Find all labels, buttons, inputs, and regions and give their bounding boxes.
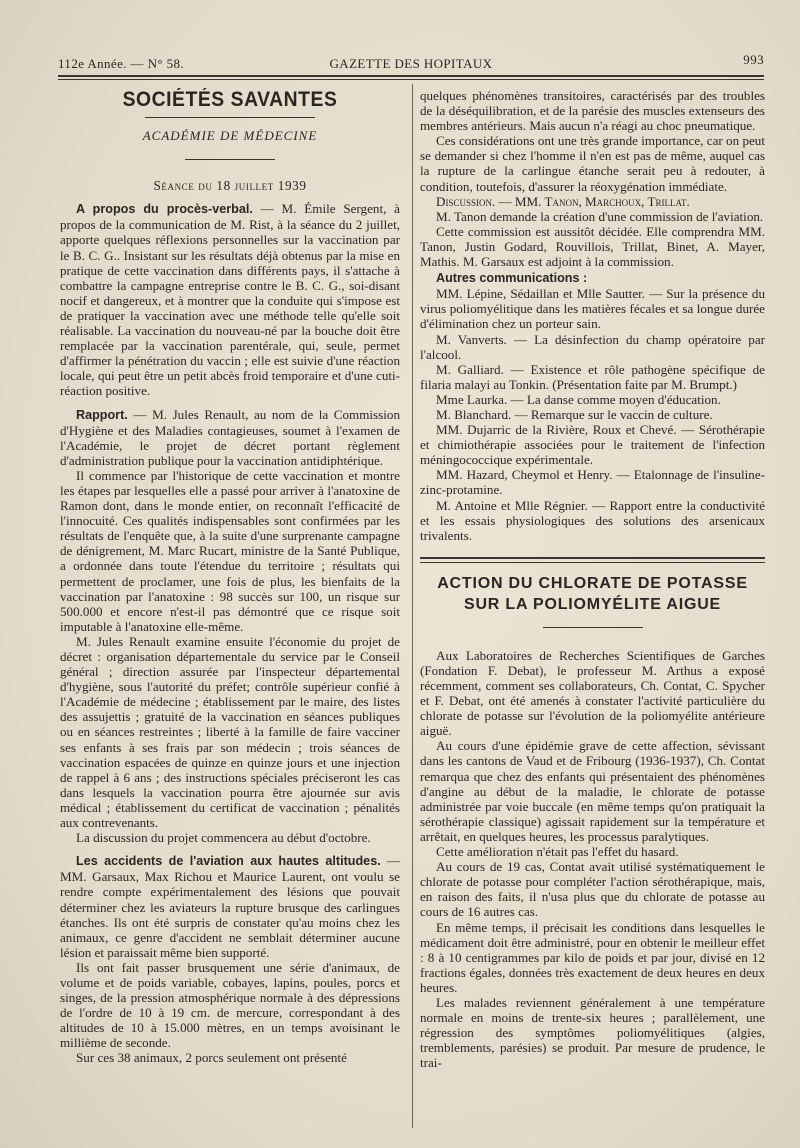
article-paragraph: En même temps, il précisait les conditions dans lesquelles le médicament doit être administré, pour en obtenir le meilleur effet : 8 à 10 centigrammes par kilo de poids et par jour, divisé en 12 fractions égales, données très exactement de deux heures en deux heures. (420, 919, 765, 995)
paragraph-commission: Cette commission est aussitôt décidée. Elle comprendra MM. Tanon, Justin Godard, Rouvillois, Trillat, Binet, A. Mayer, Mathis. M. Garsaux est adjoint à la commission. (420, 223, 765, 270)
column-divider (412, 84, 413, 1128)
communication-item: M. Galliard. — Existence et rôle pathogène spécifique de filaria malayi au Tonkin. (Présentation faite par M. Brumpt.) (420, 361, 765, 392)
left-column (60, 88, 400, 1066)
communication-item: Mme Laurka. — La danse comme moyen d'éducation. (436, 391, 721, 407)
text-proces-verbal: — M. Émile Sergent, à propos de la communication de M. Rist, à la séance du 2 juillet, apporte quelques réflexions personnelles sur la vaccination par le B. C. G.. Insistant sur les résultats déjà obtenus par la mise en pratique de cette vaccination dans différents pays, il s'attache à combattre la campagne entreprise contre le B. C. G., soi-disant nocif et dangereux, et à montrer que la conduite qui s'impose est de pratiquer la vaccination avec une méthode telle qu'elle soit réalisable. La vaccination du nouveau-né par la bouche doit être remplacée par la vaccination parentérale, qui, seule, permet d'affirmer la pénétration du vaccin ; elle est suivie d'une réaction locale, qui peut être un petit abcès froid temporaire et d'une cuti-réaction positive. (60, 201, 400, 399)
communication-item: MM. Hazard, Cheymol et Henry. — Etalonnage de l'insuline-zinc-protamine. (420, 467, 765, 498)
communication-item: M. Vanverts. — La désinfection du champ opératoire par l'alcool. (420, 331, 765, 362)
right-column (420, 88, 765, 1070)
paragraph-rapport (60, 407, 400, 468)
article-paragraph: Au cours de 19 cas, Contat avait utilisé systématiquement le chlorate de potasse pour compléter l'action sérothérapique, mais, en raison des faits, il n'usa plus que du chlorate de potasse au cours de 16 autres cas. (420, 859, 765, 920)
article-paragraph: Cette amélioration n'était pas l'effet du hasard. (436, 844, 679, 860)
communication-item: MM. Lépine, Sédaillan et Mlle Sautter. — Sur la présence du virus poliomyélitique dans les matières fécales et sa longue durée d'élimination chez un porteur sain. (420, 286, 765, 332)
article-paragraph: Aux Laboratoires de Recherches Scientifiques de Garches (Fondation F. Debat), le professeur M. Arthus a exposé récemment, comment ses collaborateurs, Ch. Contat, C. Spycher et F. Debat, ont été amenés à constater l'activité particulière du chlorate de potasse sur l'évolution de la poliomyélite antérieure aiguë. (420, 647, 765, 739)
article-title-rule (543, 627, 643, 628)
article-title-line2: SUR LA POLIOMYÉLITE AIGUE (463, 595, 722, 613)
seance-date: Séance du 18 juillet 1939 (153, 178, 307, 194)
paragraph-historique: Il commence par l'historique de cette vaccination et montre les étapes par lesquelles elle a passé pour arriver à l'anatoxine de Ramon dont, dans le monde entier, on reconnaît l'efficacité de l'innocuité. Ces qualités indispensables sont confirmées par les résultats de l'enquête que, à la suite d'une surprenante campagne de dénigrement, M. Marc Rucart, ministre de la Santé Publique, a ordonnée dans toute l'étendue du territoire ; résultats qui permettent de proclamer, une fois de plus, les bienfaits de la vaccination par l'anatoxine : 98 succès sur 100, un risque sur 500.000 et encore n'est-il pas démontré que ce risque soit imputable à l'anatoxine elle-même. (60, 467, 400, 634)
communication-item: M. Blanchard. — Remarque sur le vaccin de culture. (436, 406, 713, 422)
paragraph-tanon: M. Tanon demande la création d'une commission de l'aviation. (436, 208, 764, 224)
issue-number: 112e Année. — N° 58. (58, 56, 185, 71)
article-rule-thin (420, 562, 765, 563)
paragraph-sur-38: Sur ces 38 animaux, 2 porcs seulement ont présenté (76, 1050, 347, 1066)
article-paragraph: Les malades reviennent généralement à une température normale en moins de trente-six heures ; parallèlement, une régression des symptômes poliomyélitiques (algies, tremblements, parésies) se produit. Par mesure de prudence, le trai- (420, 994, 765, 1071)
article-title (420, 573, 765, 615)
communication-item: M. Antoine et Mlle Régnier. — Rapport entre la conductivité et les essais physiologiques des solutions des arsenicaux trivalents. (420, 497, 765, 543)
academy-rule (185, 159, 275, 160)
text-rapport: — M. Jules Renault, au nom de la Commission d'Hygiène et des Maladies contagieuses, soumet à l'examen de l'Académie, le projet de décret portant règlement d'administration publique pour la vaccination antidiphtérique. (60, 406, 400, 468)
paragraph-experiences: Ils ont fait passer brusquement une série d'animaux, de volume et de poids variable, cobayes, lapins, poules, porcs et singes, de la pression atmosphérique normale à des dépressions de l'ordre de 10 à 19 cm. de mercure, correspondant à des altitudes de 10 à 15.000 mètres, en un temps avoisinant le millième de seconde. (60, 959, 400, 1051)
academy-heading: ACADÉMIE DE MÉDECINE (142, 128, 318, 144)
article-rule (420, 557, 765, 559)
journal-title: GAZETTE DES HOPITAUX (329, 56, 493, 71)
heading-accidents: Les accidents de l'aviation aux hautes altitudes. (76, 854, 381, 869)
heading-autres-communications: Autres communications : (436, 271, 588, 286)
header-rule (58, 75, 764, 77)
text-accidents: — MM. Garsaux, Max Richou et Maurice Laurent, ont voulu se rendre compte expérimentalement des lésions que pouvait déterminer chez les aviateurs la rupture brusque des carlingues étanches. Ils ont été surpris de constater qu'au moins chez les animaux, ce genre d'accident ne semblait déterminer aucune lésion et paraissait même bien supporté. (60, 853, 400, 960)
paragraph-proces-verbal (60, 201, 400, 398)
running-header (58, 52, 764, 74)
paragraph-discussion: Discussion. — MM. Tanon, Marchoux, Trillat. (436, 193, 690, 209)
article-paragraph: Au cours d'une épidémie grave de cette affection, sévissant dans les cantons de Vaud et de Fribourg (1936-1937), Ch. Contat remarqua que chez des enfants qui présentaient des phénomènes d'angine au début de la maladie, le chlorate de potasse administrée par voie buccale (en même temps qu'on pratiquait la sérothérapie classique) agissait rapidement sur la température et arrêtait, en quelques heures, les processus paralytiques. (420, 738, 765, 844)
communication-item: MM. Dujarric de la Rivière, Roux et Chevé. — Sérothérapie et chimiothérapie associées pour le traitement de l'infection méningococcique expérimentale. (420, 422, 765, 468)
paragraph-discussion-octobre: La discussion du projet commencera au début d'octobre. (76, 830, 371, 846)
section-rule (145, 117, 315, 118)
heading-proces-verbal: A propos du procès-verbal. (76, 202, 253, 217)
paragraph-accidents (60, 853, 400, 960)
paragraph-economie: M. Jules Renault examine ensuite l'économie du projet de décret : organisation départementale du service par le Conseil général ; direction assurée par l'inspecteur départemental d'hygiène, sous l'autorité du préfet; contrôle supérieur confié à l'Académie de médecine ; établissement par le maire, des listes des assujettis ; gratuité de la vaccination en séances publiques ou en séances restreintes ; liberté à la famille de faire vacciner ses enfants à ses frais par son médecin ; trois séances de vaccination espacées de quinze en quinze jours et une injection de rappel à 6 ans ; des instructions spéciales préciseront les cas dans lesquels la vaccination pourra être ajournée sur avis médical ; établissement du certificat de vaccination ; pénalités aux contrevenants. (60, 633, 400, 831)
article-title-line1: ACTION DU CHLORATE DE POTASSE (437, 574, 748, 592)
heading-rapport: Rapport. (76, 407, 128, 422)
header-rule-thin (58, 79, 764, 80)
section-title: SOCIÉTÉS SAVANTES (122, 88, 338, 111)
page-number: 993 (743, 52, 764, 67)
paragraph-considerations: Ces considérations ont une très grande importance, car on peut se demander si chez l'homme il n'en est pas de même, auquel cas la rupture de la carlingue étanche serait peu à redouter, à condition, toutefois, d'assurer la réoxygénation immédiate. (420, 133, 765, 194)
paragraph-continuation: quelques phénomènes transitoires, caractérisés par des troubles de la déséquilibration, et de la parésie des muscles extenseurs des membres antérieurs. Mais aucun n'a réagi au choc pneumatique. (420, 88, 765, 134)
